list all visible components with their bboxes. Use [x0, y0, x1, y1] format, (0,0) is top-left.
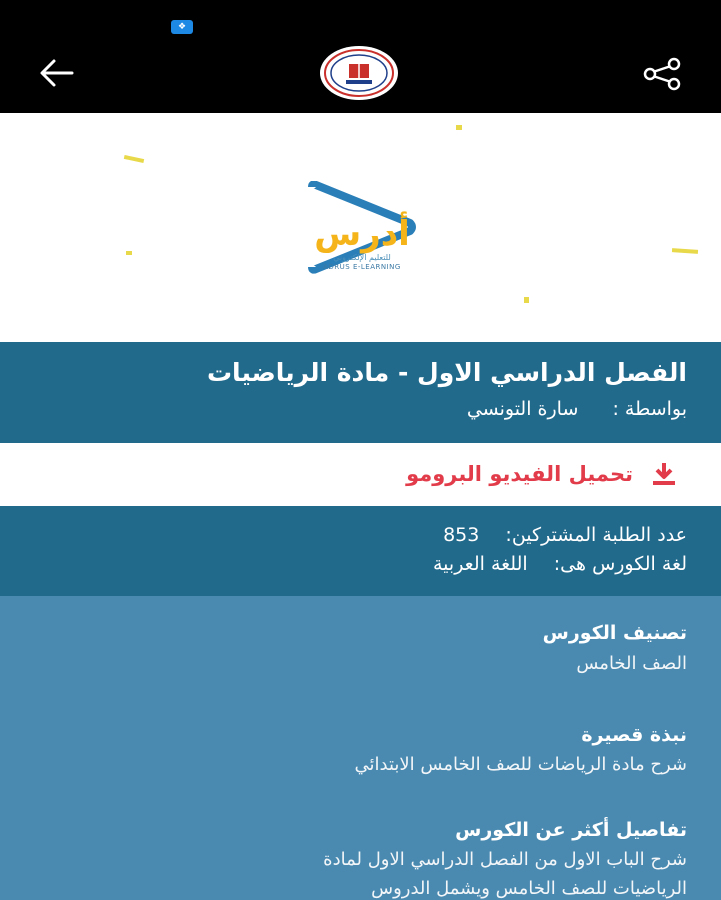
app-notification-icon: ❖ [171, 20, 193, 34]
summary-title: نبذة قصيرة [581, 724, 687, 746]
school-seal-logo[interactable] [318, 44, 400, 102]
brand-tagline: للتعليم الإلكتروني [333, 253, 391, 262]
confetti-decoration [456, 125, 462, 130]
status-bar [0, 0, 721, 38]
category-value: الصف الخامس [576, 653, 687, 674]
confetti-decoration [126, 251, 132, 255]
students-count-row [443, 524, 687, 546]
confetti-decoration [524, 297, 529, 303]
course-title: الفصل الدراسي الاول - مادة الرياضيات [206, 358, 687, 387]
brand-english-name: ADRUS E-LEARNING [323, 263, 401, 271]
by-label: بواسطة : [612, 398, 687, 420]
category-title: تصنيف الكورس [542, 622, 687, 644]
more-details-title: تفاصيل أكثر عن الكورس [455, 819, 687, 841]
course-stats [0, 506, 721, 596]
language-value: اللغة العربية [432, 553, 528, 575]
share-icon[interactable] [640, 56, 684, 92]
download-icon[interactable] [650, 461, 678, 487]
students-label: عدد الطلبة المشتركين: [505, 524, 687, 546]
confetti-decoration [672, 248, 698, 254]
brand-name: أدرس [314, 214, 410, 254]
language-row [433, 553, 687, 575]
students-count: 853 [443, 524, 480, 546]
summary-value: شرح مادة الرياضات للصف الخامس الابتدائي [354, 754, 687, 775]
more-details-line-2: الرياضيات للصف الخامس ويشمل الدروس [371, 878, 687, 899]
instructor-name[interactable]: سارة التونسي [466, 398, 579, 420]
instructor-line [467, 398, 687, 420]
language-label: لغة الكورس هى: [553, 553, 687, 575]
confetti-decoration [124, 155, 144, 163]
promo-label: تحميل الفيديو البرومو [406, 462, 633, 486]
promo-download-button[interactable] [0, 443, 721, 506]
course-details [0, 596, 721, 900]
more-details-line-1: شرح الباب الاول من الفصل الدراسي الاول لمادة [323, 849, 687, 870]
course-header [0, 342, 721, 443]
arrow-left-icon[interactable] [38, 58, 74, 88]
